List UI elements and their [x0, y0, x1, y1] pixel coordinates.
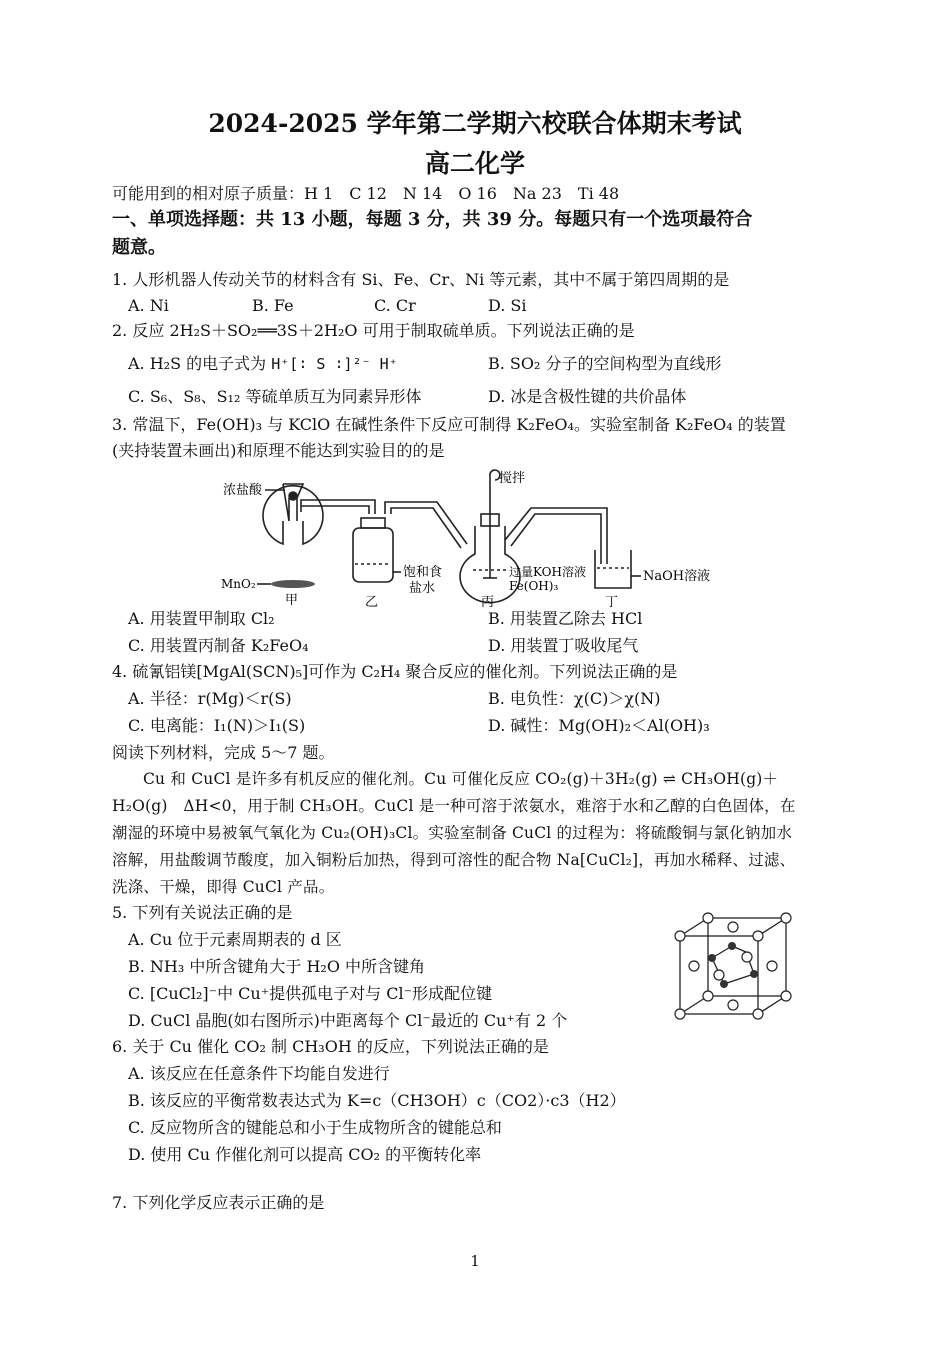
question-4-option-b: B. 电负性：χ(C)＞χ(N) [488, 689, 661, 708]
question-1-option-b: B. Fe [252, 296, 294, 315]
question-3-stem-cont: (夹持装置未画出)和原理不能达到实验目的的是 [112, 441, 445, 460]
question-5-option-b: B. NH₃ 中所含键角大于 H₂O 中所含键角 [128, 957, 426, 976]
section-heading-cont: 题意。 [112, 237, 166, 258]
question-2-option-a [128, 354, 398, 374]
section-heading: 一、单项选择题：共 13 小题，每题 3 分，共 39 分。每题只有一个选项最符合 [112, 209, 753, 230]
atomic-masses: 可能用到的相对原子质量：H 1 C 12 N 14 O 16 Na 23 Ti 48 [112, 184, 620, 203]
label-yi: 乙 [365, 595, 379, 610]
label-sat-salt-2: 盐水 [409, 581, 436, 596]
question-6-option-d: D. 使用 Cu 作催化剂可以提高 CO₂ 的平衡转化率 [128, 1145, 482, 1164]
question-1-option-a: A. Ni [128, 296, 169, 315]
label-ding: 丁 [605, 595, 619, 610]
label-excess-koh: 过量KOH溶液 [509, 565, 586, 579]
question-1-stem: 1. 人形机器人传动关节的材料含有 Si、Fe、Cr、Ni 等元素，其中不属于第四周期的是 [112, 270, 730, 289]
question-7-stem: 7. 下列化学反应表示正确的是 [112, 1193, 325, 1212]
question-3-option-b: B. 用装置乙除去 HCl [488, 609, 643, 628]
question-4-stem: 4. 硫氰铝镁[MgAl(SCN)₅]可作为 C₂H₄ 聚合反应的催化剂。下列说法正确的是 [112, 662, 678, 681]
question-4-option-c: C. 电离能：I₁(N)＞I₁(S) [128, 716, 306, 735]
question-1-option-d: D. Si [488, 296, 527, 315]
question-5-option-a: A. Cu 位于元素周期表的 d 区 [128, 930, 342, 949]
label-mno2: MnO₂ [221, 577, 256, 591]
page-number: 1 [470, 1252, 480, 1270]
question-2-option-d: D. 冰是含极性键的共价晶体 [488, 387, 687, 406]
label-sat-salt-1: 饱和食 [403, 565, 443, 580]
label-stir: 搅拌 [499, 471, 526, 486]
reading-material: Cu 和 CuCl 是许多有机反应的催化剂。Cu 可催化反应 CO₂(g)＋3H₂(g) ⇌ CH₃OH(g)＋H₂O(g) ΔH<0，用于制 CH₃OH。CuCl 是一种可溶于浓氨水，难溶于水和乙醇的白色固体，在潮湿的环境中易被氧气氧化为 Cu₂(OH)₃Cl。实验室制备 CuCl 的过程为：将硫酸铜与氯化钠加水溶解，用盐酸调节酸度，加入铜粉后加热，得到可溶性的配合物 Na[CuCl₂]，再加水稀释、过滤、洗涤、干燥，即得 CuCl 产品。 [112, 770, 796, 896]
question-6-option-c: C. 反应物所含的键能总和小于生成物所含的键能总和 [128, 1118, 502, 1137]
question-2-option-b: B. SO₂ 分子的空间构型为直线形 [488, 354, 722, 373]
label-naoh: NaOH溶液 [643, 569, 711, 584]
reading-intro: 阅读下列材料，完成 5～7 题。 [112, 743, 335, 762]
exam-subject: 高二化学 [424, 149, 525, 178]
label-bing: 丙 [481, 595, 495, 610]
question-6-stem: 6. 关于 Cu 催化 CO₂ 制 CH₃OH 的反应，下列说法正确的是 [112, 1037, 549, 1056]
question-5-option-c: C. [CuCl₂]⁻中 Cu⁺提供孤电子对与 Cl⁻形成配位键 [128, 984, 493, 1003]
question-5-stem: 5. 下列有关说法正确的是 [112, 903, 293, 922]
option-a-prefix: A. H₂S 的电子式为 [128, 354, 272, 373]
question-6-option-b: B. 该反应的平衡常数表达式为 K=c（CH3OH）c（CO2）·c3（H2） [128, 1091, 626, 1110]
label-jia: 甲 [285, 593, 299, 608]
question-4-option-d: D. 碱性：Mg(OH)₂＜Al(OH)₃ [488, 716, 710, 735]
question-3-option-a: A. 用装置甲制取 Cl₂ [128, 609, 275, 628]
question-1-option-c: C. Cr [374, 296, 416, 315]
question-4-option-a: A. 半径：r(Mg)＜r(S) [128, 689, 292, 708]
apparatus-diagram [205, 466, 745, 612]
question-5-option-d: D. CuCl 晶胞(如右图所示)中距离每个 Cl⁻最近的 Cu⁺有 2 个 [128, 1011, 568, 1030]
label-conc-hcl: 浓盐酸 [223, 483, 263, 498]
electron-formula: H⁺[∶ S ∶]²⁻ H⁺ [271, 355, 398, 373]
label-feoh3: Fe(OH)₃ [509, 579, 559, 593]
question-2-stem: 2. 反应 2H₂S＋SO₂══3S＋2H₂O 可用于制取硫单质。下列说法正确的是 [112, 321, 635, 340]
question-6-option-a: A. 该反应在任意条件下均能自发进行 [128, 1064, 390, 1083]
cucl-unit-cell-figure [672, 912, 794, 1022]
question-2-option-c: C. S₆、S₈、S₁₂ 等硫单质互为同素异形体 [128, 387, 422, 406]
question-3-stem: 3. 常温下，Fe(OH)₃ 与 KClO 在碱性条件下反应可制得 K₂FeO₄。实验室制备 K₂FeO₄ 的装置 [112, 415, 786, 434]
exam-title: 2024-2025 学年第二学期六校联合体期末考试 [208, 109, 742, 138]
question-3-option-c: C. 用装置丙制备 K₂FeO₄ [128, 636, 309, 655]
question-3-option-d: D. 用装置丁吸收尾气 [488, 636, 639, 655]
